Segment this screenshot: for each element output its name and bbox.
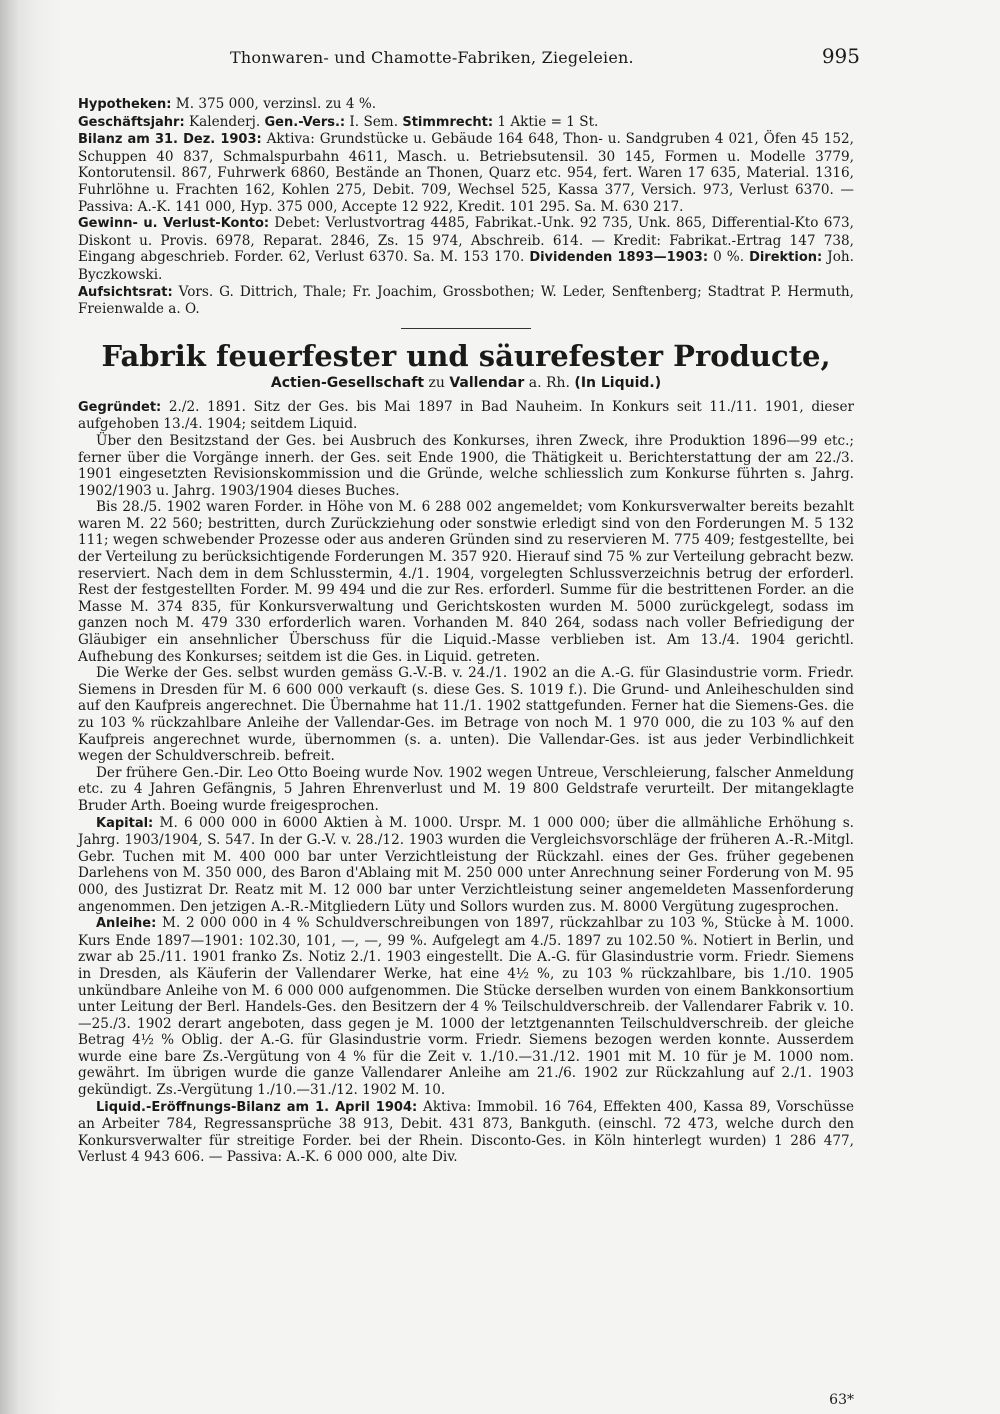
hypotheken-label: Hypotheken: bbox=[78, 97, 172, 112]
kapital-text: M. 6 000 000 in 6000 Aktien à M. 1000. Urspr. M. 1 000 000; über die allmähliche Erhöhung s. Jahrg. 1903/1904, S. 547. In der G.-V. v. 28./12. 1903 wurden die Vergleichsvorschläge der früheren A.-R.-Mitgl. Gebr. Tuchen mit M. 400 000 bar unter Verzichtleistung der Rückzahl. eines der Ges. früher gegebenen Darlehens von M. 350 000, des Baron d'Ablaing mit M. 250 000 unter Anrechnung seiner Forderung von M. 95 000, des Justizrat Dr. Reatz mit M. 12 000 bar unter Verzichtleistung seiner angemeldeten Massenforderung angenommen. Den jetzigen A.-R.-Mitgliedern Lüty und Sollors wurden zus. M. 8000 Vergütung zugesprochen. bbox=[78, 814, 854, 915]
company-place: Vallendar bbox=[449, 374, 525, 391]
company-subtitle bbox=[78, 373, 854, 393]
gegruendet-paragraph bbox=[78, 399, 854, 433]
company-title: Fabrik feuerfester und säurefester Producte, bbox=[101, 338, 831, 373]
anleihe-label: Anleihe: bbox=[96, 916, 157, 932]
gewinn-verlust-label: Gewinn- u. Verlust-Konto: bbox=[78, 216, 270, 232]
geschaeftsjahr-line bbox=[78, 114, 854, 132]
aufsichtsrat-text: Vors. G. Dittrich, Thale; Fr. Joachim, Grossbothen; W. Leder, Senftenberg; Stadtrat P. Hermuth, Freienwalde a. O. bbox=[78, 283, 854, 318]
boeing-paragraph: Der frühere Gen.-Dir. Leo Otto Boeing wurde Nov. 1902 wegen Untreue, Verschleierung, falscher Anmeldung etc. zu 4 Jahren Gefängnis, 5 Jahren Ehrenverlust und M. 19 800 Geldstrafe verurteilt. Der mitangeklagte Bruder Arth. Boeing wurde freigesprochen. bbox=[78, 764, 854, 814]
dividenden-label: Dividenden 1893—1903: bbox=[529, 250, 709, 266]
section-divider bbox=[401, 328, 531, 329]
gegruendet-text: 2./2. 1891. Sitz der Ges. bis Mai 1897 in Bad Nauheim. In Konkurs seit 11./11. 1901, dieser aufgehoben 13./4. 1904; seitdem Liquid. bbox=[78, 398, 854, 433]
previous-company-entry bbox=[78, 96, 854, 318]
page-header bbox=[70, 44, 860, 78]
kapital-label: Kapital: bbox=[96, 815, 154, 831]
besitzstand-paragraph: Über den Besitzstand der Ges. bei Ausbruch des Konkurses, ihren Zweck, ihre Produktion 1896—99 etc.; ferner über die Vorgänge innerh. der Ges. seit Ende 1900, die Thätigkeit u. Berichterstattung der am 22./3. 1901 eingesetzten Revisionskommission und die Gründe, welche schliesslich zum Konkurse führten s. Jahrg. 1902/1903 u. Jahrg. 1903/1904 dieses Buches. bbox=[78, 432, 854, 499]
geschaeftsjahr-label: Geschäftsjahr: bbox=[78, 114, 185, 130]
werke-paragraph: Die Werke der Ges. selbst wurden gemäss G.-V.-B. v. 24./1. 1902 an die A.-G. für Glasindustrie vorm. Friedr. Siemens in Dresden für M. 6 600 000 verkauft (s. diese Ges. S. 1019 f.). Die Grund- und Anleiheschulden sind auf den Kaufpreis angerechnet. Die Übernahme hat 11./1. 1902 stattgefunden. Ferner hat die Siemens-Ges. die zu 103 % rückzahlbare Anleihe der Vallendar-Ges. im Betrage von noch M. 1 970 000, die zu 103 % auf den Kaufpreis angerechnet wurde, übernommen (s. a. unten). Die Vallendar-Ges. ist aus jeder Verbindlichkeit wegen der Schuldverschreib. befreit. bbox=[78, 665, 854, 765]
gen-vers-label: Gen.-Vers.: bbox=[264, 114, 346, 130]
gewinn-verlust-paragraph bbox=[78, 215, 854, 283]
anleihe-text: M. 2 000 000 in 4 % Schuldverschreibungen von 1897, rückzahlbar zu 103 %, Stücke à M. 1000. Kurs Ende 1897—1901: 102.30, 101, —, —, 99 %. Aufgelegt am 4./5. 1897 zu 102.50 %. Notiert in Berlin, und zwar ab 25./11. 1901 franko Zs. Notiz 2./1. 1903 eingestellt. Die A.-G. für Glasindustrie vorm. Friedr. Siemens in Dresden, als Käuferin der Vallendarer Werke, hat eine 4½ %, zu 103 % rückzahlbare, bis 1./10. 1905 unkündbare Anleihe von M. 6 000 000 aufgenommen. Die Stücke derselben wurden von einem Bankkonsortium unter Leitung der Berl. Handels-Ges. den Besitzern der 4 % Teilschuldverschreib. der Vallendarer Fabrik v. 10.—25./3. 1902 derart angeboten, dass gegen je M. 1000 der letztgenannten Teilschuldverschreib. der gleiche Betrag 4½ % Oblig. der A.-G. für Glasindustrie vorm. Friedr. Siemens bezogen werden konnte. Ausserdem wurde eine bare Zs.-Vergütung von 4 % für die Zeit v. 1./10.—31./12. 1901 mit M. 10 für je M. 1000 nom. gewährt. Im übrigen wurde die ganze Vallendarer Anleihe am 21./6. 1902 zur Rückzahlung auf 2./1. 1903 gekündigt. Zs.-Vergütung 1./10.—31./12. 1902 M. 10. bbox=[78, 915, 854, 1099]
bilanz-label: Bilanz am 31. Dez. 1903: bbox=[78, 132, 262, 148]
stimmrecht-text: 1 Aktie = 1 St. bbox=[493, 113, 599, 130]
geschaeftsjahr-text: Kalenderj. bbox=[184, 113, 265, 130]
forderungen-paragraph: Bis 28./5. 1902 waren Forder. in Höhe von M. 6 288 002 angemeldet; vom Konkursverwalter bereits bezahlt waren M. 22 560; bestritten, durch Zurückziehung oder sonstwie erledigt sind von den Forderungen M. 5 132 111; wegen schwebender Prozesse oder aus anderen Gründen sind zu reservieren M. 775 409; festgestellte, bei der Verteilung zu berücksichtigende Forderungen M. 357 920. Hierauf sind 75 % zur Verteilung gebracht bezw. reserviert. Nach dem in dem Schlusstermin, 4./1. 1904, vorgelegten Schlussverzeichnis betrug der erforderl. Rest der festgestellten Forder. M. 99 494 und die zur Res. erforderl. Summe für die bestrittenen Forder. an die Masse M. 374 835, für Konkursverwaltung und Gerichtskosten wurden M. 5000 zurückgelegt, sodass im ganzen noch M. 479 330 erforderlich waren. Vorhanden M. 840 264, sodass nach voller Befriedigung der Gläubiger ein ansehnlicher Überschuss für die Liquid.-Masse verblieben ist. Am 13./4. 1904 gerichtl. Aufhebung des Konkurses; seitdem ist die Ges. in Liquid. getreten. bbox=[78, 499, 854, 665]
stimmrecht-label: Stimmrecht: bbox=[402, 114, 494, 130]
gen-vers-text: I. Sem. bbox=[345, 113, 403, 130]
company-subtitle-mid: zu bbox=[424, 374, 450, 391]
page-content bbox=[78, 96, 854, 1166]
aufsichtsrat-paragraph bbox=[78, 284, 854, 318]
gegruendet-label: Gegründet: bbox=[78, 399, 162, 415]
gewinn-verlust-text: Debet: Verlustvortrag 4485, Fabrikat.-Unk. 92 735, Unk. 865, Differential-Kto 673, Diskont u. Provis. 6978, Reparat. 2846, Zs. 15 974, Abschreib. 614. — Kredit: Fabrikat.-Ertrag 147 738, Eingang abgeschrieb. Forder. 62, Verlust 6370. Sa. M. 153 170. bbox=[78, 215, 854, 266]
bilanz-paragraph bbox=[78, 131, 854, 215]
running-head: Thonwaren- und Chamotte-Fabriken, Ziegeleien. bbox=[230, 48, 634, 67]
page-left-edge bbox=[0, 0, 20, 1414]
bilanz-text: Aktiva: Grundstücke u. Gebäude 164 648, Thon- u. Sandgruben 4 021, Öfen 45 152, Schuppen 40 837, Schmalspurbahn 4611, Masch. u. Betriebsutensil. 30 145, Formen u. Modelle 3779, Kontorutensil. 867, Fuhrwerk 6860, Bestände an Thonen, Quarz etc. 954, fert. Waren 17 635, Material. 1316, Fuhrlöhne u. Frachten 162, Kohlen 275, Debit. 709, Wechsel 525, Kassa 377, Versich. 973, Verlust 6370. — Passiva: A.-K. 141 000, Hyp. 375 000, Accepte 12 922, Kredit. 101 295. Sa. M. 630 217. bbox=[78, 131, 854, 215]
dividenden-text: 0 %. bbox=[708, 249, 750, 266]
aufsichtsrat-label: Aufsichtsrat: bbox=[78, 284, 173, 300]
anleihe-paragraph bbox=[78, 915, 854, 1099]
page-number: 995 bbox=[821, 44, 860, 68]
company-status: (In Liquid.) bbox=[574, 374, 662, 391]
kapital-paragraph bbox=[78, 815, 854, 916]
direktion-text: Joh. Byczkowski. bbox=[78, 249, 854, 283]
signature-mark: 63* bbox=[829, 1392, 854, 1408]
direktion-label: Direktion: bbox=[749, 250, 823, 266]
company-form: Actien-Gesellschaft bbox=[270, 374, 425, 391]
hypotheken-text: M. 375 000, verzinsl. zu 4 %. bbox=[171, 96, 377, 112]
company-subtitle-tail: a. Rh. bbox=[524, 374, 575, 391]
liquid-bilanz-text: Aktiva: Immobil. 16 764, Effekten 400, Kassa 89, Vorschüsse an Arbeiter 784, Regressansprüche 38 913, Debit. 431 873, Bankguth. (einschl. 72 473, welche durch den Konkursverwalter für streitige Forder. bei der Rhein. Disconto-Ges. in Köln hinterlegt wurden) 1 286 477, Verlust 4 943 606. — Passiva: A.-K. 6 000 000, alte Div. bbox=[78, 1098, 854, 1166]
liquid-bilanz-paragraph bbox=[78, 1099, 854, 1166]
hypotheken-line bbox=[78, 96, 854, 114]
liquid-bilanz-label: Liquid.-Eröffnungs-Bilanz am 1. April 1904: bbox=[96, 1099, 418, 1115]
